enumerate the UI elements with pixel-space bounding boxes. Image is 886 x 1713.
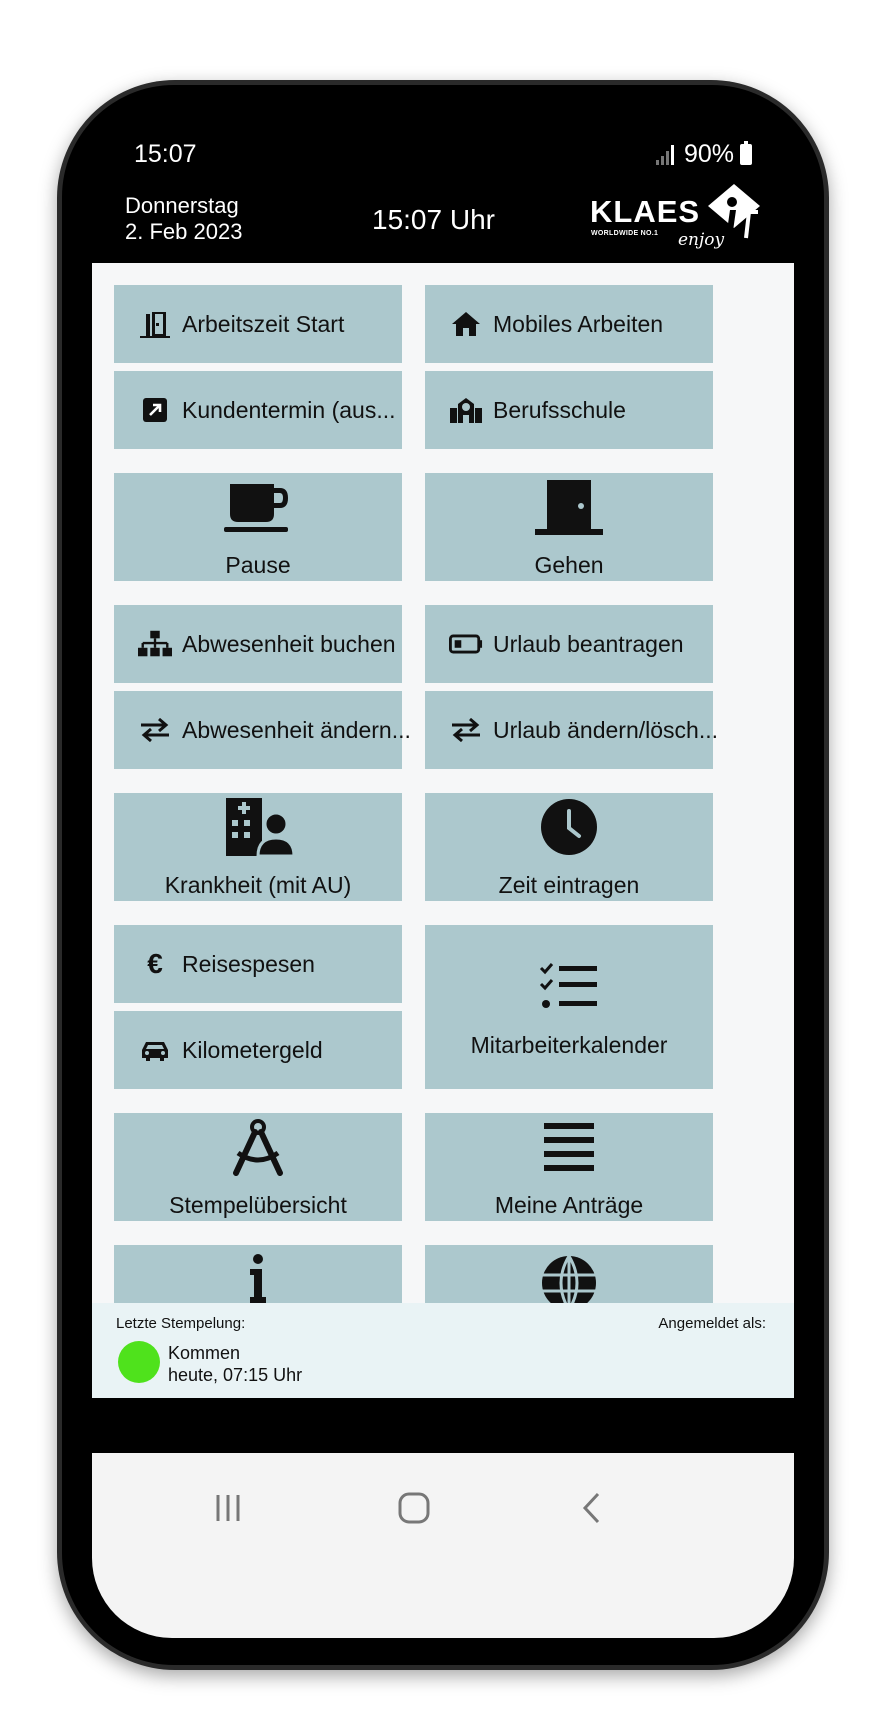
stamp-status-indicator xyxy=(118,1341,160,1383)
last-stamp-panel xyxy=(92,1303,794,1398)
mitarbeiterkalender-button[interactable] xyxy=(425,925,713,1089)
door-enter-icon xyxy=(138,309,172,339)
swap-arrows-icon xyxy=(449,715,483,745)
tile-label: Abwesenheit buchen xyxy=(182,630,396,657)
recent-apps-icon[interactable] xyxy=(198,1483,258,1533)
stamp-time: heute, 07:15 Uhr xyxy=(168,1365,303,1385)
clock-icon xyxy=(533,796,605,858)
tile-label: Pause xyxy=(225,551,291,578)
back-icon[interactable] xyxy=(562,1483,622,1533)
kundentermin-button[interactable] xyxy=(114,371,402,449)
car-icon xyxy=(138,1035,172,1065)
swap-arrows-icon xyxy=(138,715,172,745)
tile-label: Urlaub ändern/lösch... xyxy=(493,716,719,743)
signal-icon xyxy=(656,145,674,165)
menu-lines-icon xyxy=(533,1116,605,1178)
header-weekday: Donnerstag xyxy=(125,193,239,218)
meine-antraege-button[interactable] xyxy=(425,1113,713,1221)
tile-label: Zeit eintragen xyxy=(498,871,640,898)
abwesenheit-buchen-button[interactable] xyxy=(114,605,402,683)
tile-label: Kilometergeld xyxy=(182,1036,323,1063)
compass-drafting-icon xyxy=(222,1116,294,1178)
tile-label: Krankheit (mit AU) xyxy=(164,871,352,898)
hospital-user-icon xyxy=(222,796,294,858)
battery-low-icon xyxy=(449,629,483,659)
tile-label: Mobiles Arbeiten xyxy=(493,310,664,337)
logo-brand: KLAES xyxy=(590,194,701,229)
phone-screen xyxy=(92,108,794,1638)
kilometergeld-button[interactable] xyxy=(114,1011,402,1089)
hierarchy-icon xyxy=(138,629,172,659)
stamp-type: Kommen xyxy=(168,1343,241,1363)
info-button[interactable] xyxy=(114,1245,402,1303)
coffee-cup-icon xyxy=(222,476,294,538)
battery-percent: 90% xyxy=(683,140,734,168)
logo-tagline: WORLDWIDE NO.1 xyxy=(591,230,659,237)
logo-it-mark-icon xyxy=(706,182,762,242)
reisespesen-button[interactable] xyxy=(114,925,402,1003)
header-date xyxy=(125,193,242,245)
mobiles-arbeiten-button[interactable] xyxy=(425,285,713,363)
logo-slogan: enjoy xyxy=(678,230,725,250)
berufsschule-button[interactable] xyxy=(425,371,713,449)
tile-label: Abwesenheit ändern... xyxy=(182,716,411,743)
status-indicators xyxy=(656,140,752,169)
zeit-eintragen-button[interactable] xyxy=(425,793,713,901)
stempeluebersicht-button[interactable] xyxy=(114,1113,402,1221)
system-navbar xyxy=(92,1453,794,1638)
krankheit-button[interactable] xyxy=(114,793,402,901)
abwesenheit-aendern-button[interactable] xyxy=(114,691,411,769)
info-icon xyxy=(246,1253,270,1303)
home-button-icon[interactable] xyxy=(384,1483,444,1533)
tile-label: Stempelübersicht xyxy=(169,1191,347,1218)
status-time: 15:07 xyxy=(134,140,197,168)
gehen-button[interactable] xyxy=(425,473,713,581)
header-clock: 15:07 Uhr xyxy=(372,204,495,235)
euro-icon: € xyxy=(147,948,163,979)
school-icon xyxy=(449,395,483,425)
tile-grid xyxy=(92,263,794,1303)
battery-icon xyxy=(740,144,752,165)
arbeitszeit-start-button[interactable] xyxy=(114,285,402,363)
tile-label: Reisespesen xyxy=(182,950,315,977)
home-icon xyxy=(449,309,483,339)
tile-label: Gehen xyxy=(534,551,604,578)
last-stamp-label: Letzte Stempelung: xyxy=(116,1315,246,1332)
globe-icon xyxy=(539,1253,599,1303)
tile-label: Berufsschule xyxy=(493,396,626,423)
urlaub-beantragen-button[interactable] xyxy=(425,605,713,683)
tile-label: Meine Anträge xyxy=(494,1191,644,1218)
urlaub-aendern-button[interactable] xyxy=(425,691,719,769)
klaes-logo xyxy=(590,182,760,252)
web-button[interactable] xyxy=(425,1245,713,1303)
checklist-icon xyxy=(533,956,605,1018)
tile-label: Mitarbeiterkalender xyxy=(470,1031,668,1058)
logged-in-label: Angemeldet als: xyxy=(658,1315,766,1332)
header-day: 2. Feb 2023 xyxy=(125,219,243,244)
tile-label: Kundentermin (aus... xyxy=(182,396,396,423)
tile-label: Urlaub beantragen xyxy=(493,630,684,657)
external-arrow-icon xyxy=(138,395,172,425)
door-icon xyxy=(533,476,605,538)
tile-label: Arbeitszeit Start xyxy=(182,310,345,337)
pause-button[interactable] xyxy=(114,473,402,581)
